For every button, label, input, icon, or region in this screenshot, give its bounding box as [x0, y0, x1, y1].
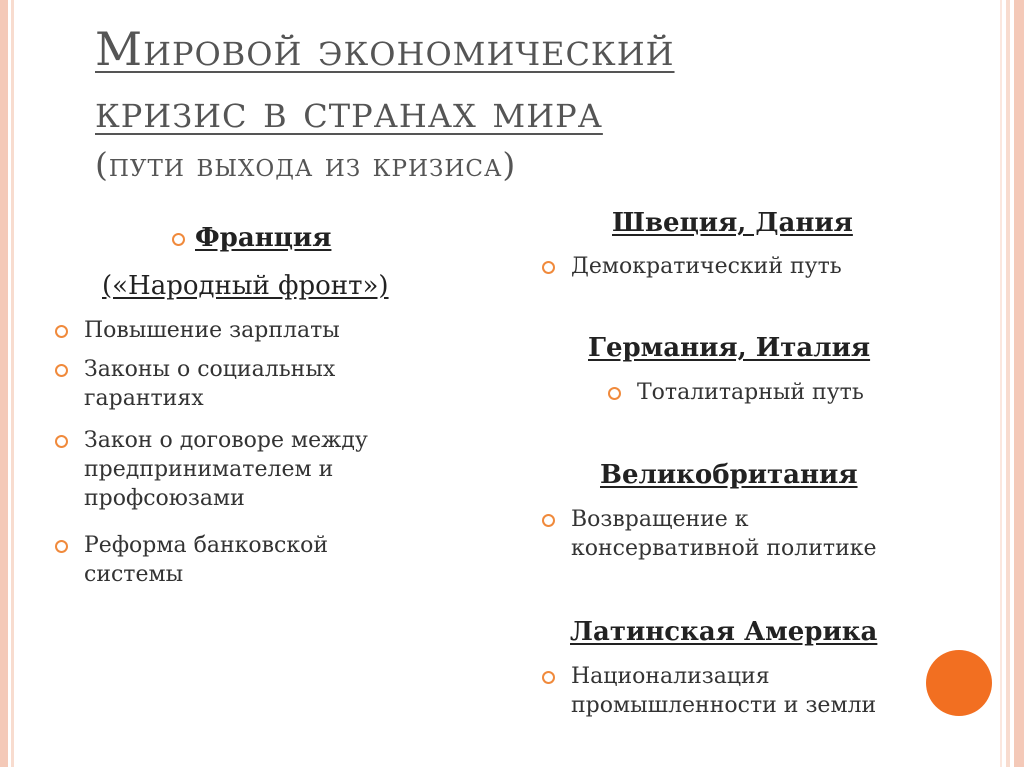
bullet-icon: [542, 671, 555, 684]
right-border-stripe: [1014, 0, 1024, 767]
germany-italy-heading: Германия, Италия: [588, 333, 871, 363]
bullet-icon: [172, 233, 185, 246]
bullet-icon: [55, 435, 68, 448]
list-item: Тоталитарный путь: [637, 378, 957, 407]
right-border-stripe-inner: [1000, 0, 1002, 767]
list-item: Закон о договоре между предпринимателем и профсоюзами: [84, 426, 424, 513]
list-item: Демократический путь: [571, 252, 951, 281]
latin-america-heading: Латинская Америка: [570, 617, 878, 647]
sweden-denmark-heading: Швеция, Дания: [612, 208, 853, 238]
bullet-icon: [608, 387, 621, 400]
left-border-stripe-thin: [11, 0, 14, 767]
title-line-2: кризис в странах мира: [95, 84, 603, 138]
list-item: Повышение зарплаты: [84, 316, 414, 345]
list-item: Реформа банковской системы: [84, 531, 394, 589]
title-line-3: (пути выхода из кризиса): [95, 145, 517, 184]
list-item: Возвращение к консервативной политике: [571, 505, 941, 563]
france-heading: [172, 223, 331, 253]
list-item: Законы о социальных гарантиях: [84, 355, 414, 413]
title-line-1: Мировой экономический: [95, 22, 675, 76]
bullet-icon: [542, 261, 555, 274]
list-item: Национализация промышленности и земли: [571, 662, 941, 720]
france-heading-text: Франция: [195, 223, 332, 253]
accent-circle: [926, 650, 992, 716]
bullet-icon: [55, 540, 68, 553]
france-subheading: («Народный фронт»): [102, 271, 389, 301]
bullet-icon: [542, 514, 555, 527]
great-britain-heading: Великобритания: [600, 460, 858, 490]
slide-title: [95, 18, 955, 188]
right-border-stripe-thin: [1006, 0, 1010, 767]
bullet-icon: [55, 325, 68, 338]
bullet-icon: [55, 364, 68, 377]
left-border-stripe: [0, 0, 8, 767]
